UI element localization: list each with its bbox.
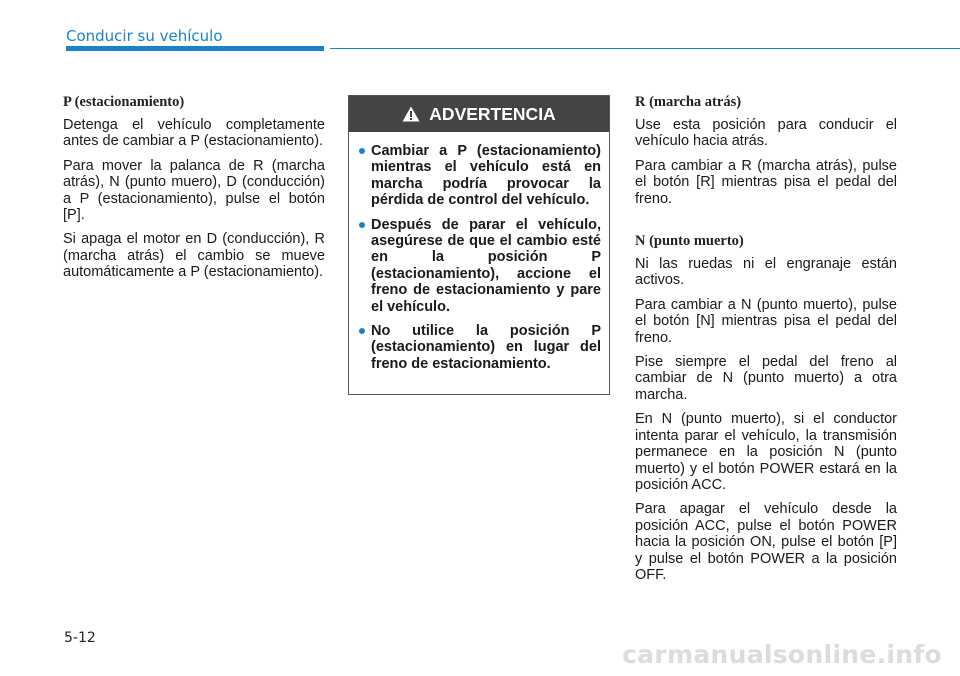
header-rule-thick [66,46,324,51]
section-spacer [635,215,897,233]
warning-item-text: Cambiar a P (estacionamiento) mientras el vehículo está en marcha podría provocar la pérdida de control del vehículo. [371,143,601,209]
warning-list [349,132,609,372]
heading-reverse: R (marcha atrás) [635,94,742,110]
paragraph: Para cambiar a R (marcha atrás), pulse el botón [R] mientras pisa el pedal del freno. [635,157,897,207]
paragraph: Ni las ruedas ni el engranaje están activos. [635,256,897,289]
bullet-icon [359,222,365,228]
warning-item-text: No utilice la posición P (estacionamiento) en lugar del freno de estacionamiento. [371,323,601,372]
left-column [63,94,325,289]
paragraph: Si apaga el motor en D (conducción), R (marcha atrás) el cambio se mueve automáticamente a P (estacionamiento). [63,231,325,281]
paragraph: Pise siempre el pedal del freno al cambiar de N (punto muerto) a otra marcha. [635,354,897,403]
paragraph: Detenga el vehículo completamente antes de cambiar a P (estacionamiento). [63,117,325,150]
right-column [635,94,897,591]
warning-header [349,96,609,132]
warning-item [359,143,601,209]
warning-title: ADVERTENCIA [429,103,556,124]
bullet-icon [359,148,365,154]
heading-park: P (estacionamiento) [63,94,185,110]
paragraph: En N (punto muerto), si el conductor intenta parar el vehículo, la transmisión permanece en la posición N (punto muerto) y el botón POWER estará en la posición ACC. [635,411,897,493]
warning-item-text: Después de parar el vehículo, asegúrese de que el cambio esté en la posición P (estacionamiento), accione el freno de estacionamiento y pare el vehículo. [371,216,601,315]
paragraph: Para cambiar a N (punto muerto), pulse el botón [N] mientras pisa el pedal del freno. [635,296,897,346]
warning-box [348,95,610,395]
bullet-icon [359,328,365,334]
paragraph: Use esta posición para conducir el vehículo hacia atrás. [635,117,897,150]
watermark: carmanualsonline.info [622,640,942,669]
heading-neutral: N (punto muerto) [635,233,744,250]
page-number: 5-12 [64,630,96,646]
warning-triangle-icon [402,106,420,122]
header-rule-thin [330,48,960,49]
paragraph: Para mover la palanca de R (marcha atrás), N (punto muero), D (conducción) a P (estacionamiento), pulse el botón [P]. [63,157,325,224]
warning-item [359,323,601,372]
warning-item [359,217,601,315]
paragraph: Para apagar el vehículo desde la posición ACC, pulse el botón POWER hacia la posición ON, pulse el botón [P] y pulse el botón POWER a la posición OFF. [635,501,897,583]
section-header-title: Conducir su vehículo [66,27,223,45]
